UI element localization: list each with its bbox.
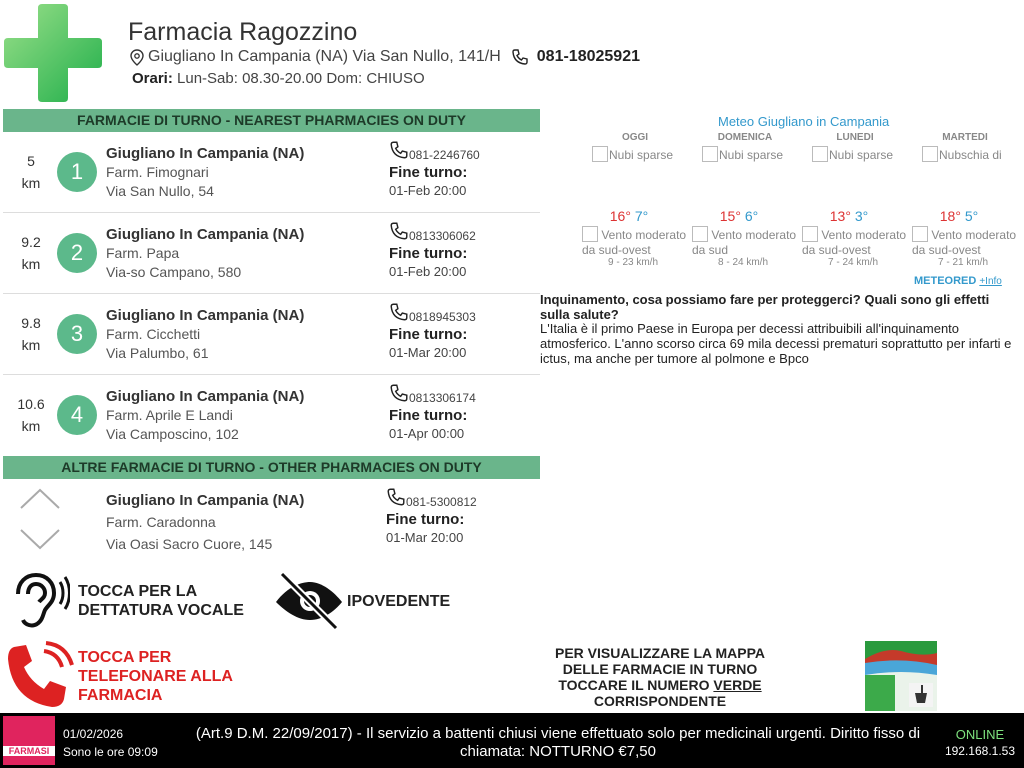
call-phone-icon[interactable]	[4, 641, 76, 716]
farmasi-logo: FARMASI	[3, 716, 55, 765]
footer-datetime	[63, 725, 158, 761]
voice-dictation-button[interactable]: TOCCA PER LA DETTATURA VOCALE	[78, 583, 244, 619]
pharmacy-number-button[interactable]: 3	[57, 314, 97, 354]
shift-end-value: 01-Mar 20:00	[389, 345, 467, 361]
shift-info	[389, 383, 476, 443]
shift-info	[389, 221, 476, 281]
shift-end-label: Fine turno:	[389, 245, 468, 263]
opening-hours	[132, 70, 425, 87]
pharmacy-phone[interactable]: 081-2246760	[409, 148, 480, 163]
weather-condition-image: Nubi sparse	[702, 146, 812, 162]
pharmacy-address-line	[130, 48, 640, 66]
pharmacy-info	[106, 387, 304, 444]
pharmacy-name: Farm. Aprile E Landi	[106, 407, 233, 423]
phone-icon	[511, 48, 529, 66]
shift-info	[389, 140, 480, 200]
pharmacy-row-4[interactable]	[3, 375, 540, 455]
other-pharmacies-header: ALTRE FARMACIE DI TURNO - OTHER PHARMACIES ON DUTY	[3, 456, 540, 479]
shift-end-label: Fine turno:	[389, 326, 468, 344]
pharmacy-info	[106, 306, 304, 363]
distance: 9.8 km	[21, 315, 41, 353]
weather-wind: Vento moderato da sud 8 - 24 km/h	[692, 228, 797, 268]
weather-day: LUNEDI	[836, 132, 874, 143]
shift-end-value: 01-Feb 20:00	[389, 264, 467, 280]
shift-info	[386, 487, 477, 547]
location-pin-icon	[130, 49, 144, 66]
phone-icon	[389, 383, 409, 403]
footer-notice: (Art.9 D.M. 22/09/2017) - Il servizio a battenti chiusi viene effettuato solo per medicinali urgenti. Diritto fisso di chiamata: NOTTURNO €7,50	[195, 725, 921, 760]
other-pharmacy-row[interactable]	[3, 479, 540, 559]
visually-impaired-eye-icon[interactable]	[274, 572, 344, 635]
online-status-label: ONLINE	[955, 727, 1005, 742]
footer-bar	[0, 713, 1024, 768]
weather-condition-image: Nubi sparse	[592, 146, 702, 162]
weather-temperature: 18° 5°	[939, 208, 979, 224]
phone-icon	[389, 302, 409, 322]
shift-end-label: Fine turno:	[389, 407, 468, 425]
pharmacy-street: Via Camposcino, 102	[106, 426, 239, 442]
meteored-brand[interactable]: METEORED +Info	[914, 275, 1002, 287]
scroll-down-chevron-icon[interactable]	[19, 527, 61, 556]
footer-date: 01/02/2026	[63, 727, 124, 741]
pharmacy-info	[106, 225, 304, 282]
pharmacy-info	[106, 144, 304, 201]
pharmacy-city: Giugliano In Campania (NA)	[106, 492, 305, 509]
ip-address: 192.168.1.53	[944, 744, 1016, 758]
pharmacy-phone[interactable]: 0813306062	[409, 229, 476, 244]
shift-end-label: Fine turno:	[386, 511, 465, 529]
news-title: Inquinamento, cosa possiamo fare per proteggerci? Quali sono gli effetti sulla salute?	[540, 292, 990, 322]
pharmacy-city: Giugliano In Campania (NA)	[106, 145, 305, 162]
pharmacy-row-3[interactable]	[3, 294, 540, 375]
weather-temperature: 15° 6°	[719, 208, 759, 224]
pharmacy-name: Farm. Caradonna	[106, 514, 216, 530]
weather-day: OGGI	[621, 132, 649, 143]
pharmacy-street: Via San Nullo, 54	[106, 183, 214, 199]
shift-end-label: Fine turno:	[389, 164, 468, 182]
weather-temperature: 13° 3°	[829, 208, 869, 224]
weather-wind: Vento moderato da sud-ovest 7 - 21 km/h	[912, 228, 1017, 268]
online-status	[940, 727, 1020, 759]
pharmacy-street: Via-so Campano, 580	[106, 264, 242, 280]
footer-time: Sono le ore 09:09	[63, 745, 158, 759]
weather-wind: Vento moderato da sud-ovest 7 - 24 km/h	[802, 228, 907, 268]
distance: 9.2 km	[21, 234, 41, 272]
pharmacy-phone[interactable]: 0813306174	[409, 391, 476, 406]
weather-condition-image: Nubi sparse	[812, 146, 922, 162]
shift-info	[389, 302, 476, 362]
pharmacy-info	[106, 491, 304, 554]
pharmacy-city: Giugliano In Campania (NA)	[106, 307, 305, 324]
pharmacy-name: Farmacia Ragozzino	[128, 18, 358, 46]
pharmacy-number-button[interactable]: 2	[57, 233, 97, 273]
hours-value: Lun-Sab: 08.30-20.00 Dom: CHIUSO	[177, 70, 425, 87]
weather-wind: Vento moderato da sud-ovest 9 - 23 km/h	[582, 228, 687, 268]
call-pharmacy-button[interactable]: TOCCA PER TELEFONARE ALLA FARMACIA	[78, 649, 233, 704]
shift-end-value: 01-Mar 20:00	[386, 530, 464, 546]
pharmacy-phone[interactable]: 081-18025921	[536, 48, 640, 65]
visually-impaired-button[interactable]: IPOVEDENTE	[347, 593, 451, 610]
distance: 5 km	[21, 153, 41, 191]
news-body: L'Italia è il primo Paese in Europa per decessi attribuibili all'inquinamento atmosferico. L'anno scorso circa 69 mila decessi prematuri soprattutto per infarti e ictus, ma anche per tumore al polmone e Bpco	[540, 321, 1012, 366]
on-duty-header: FARMACIE DI TURNO - NEAREST PHARMACIES ON DUTY	[3, 109, 540, 132]
weather-day: DOMENICA	[717, 132, 773, 143]
pharmacy-city: Giugliano In Campania (NA)	[106, 388, 305, 405]
pharmacy-name: Farm. Cicchetti	[106, 326, 201, 342]
hours-label: Orari:	[132, 70, 173, 87]
pharmacy-street: Via Palumbo, 61	[106, 345, 209, 361]
pharmacy-number-button[interactable]: 1	[57, 152, 97, 192]
pharmacy-name: Farm. Fimognari	[106, 164, 209, 180]
weather-condition-image: Nubschia di	[922, 146, 1024, 162]
pharmacy-street: Via Oasi Sacro Cuore, 145	[106, 536, 273, 552]
weather-title[interactable]: Meteo Giugliano in Campania	[718, 114, 890, 129]
pharmacy-row-2[interactable]	[3, 213, 540, 294]
phone-icon	[386, 487, 406, 507]
pharmacy-row-1[interactable]	[3, 132, 540, 213]
pharmacy-number-button[interactable]: 4	[57, 395, 97, 435]
weather-temperature: 16° 7°	[609, 208, 649, 224]
pharmacy-phone[interactable]: 081-5300812	[406, 495, 477, 510]
pharmacy-name: Farm. Papa	[106, 245, 180, 261]
pharmacy-cross-logo	[4, 4, 102, 102]
pharmacy-address: Giugliano In Campania (NA) Via San Nullo, 141/H	[148, 48, 501, 65]
hearing-ear-icon[interactable]	[10, 572, 70, 633]
shift-end-value: 01-Apr 00:00	[389, 426, 465, 442]
shift-end-value: 01-Feb 20:00	[389, 183, 467, 199]
pharmacy-phone[interactable]: 0818945303	[409, 310, 476, 325]
map-instructions: PER VISUALIZZARE LA MAPPA DELLE FARMACIE IN TURNO TOCCARE IL NUMERO VERDE CORRISPONDENTE	[554, 645, 765, 709]
scroll-up-chevron-icon[interactable]	[19, 487, 61, 516]
distance: 10.6 km	[17, 396, 45, 434]
phone-icon	[389, 221, 409, 241]
pharmacy-city: Giugliano In Campania (NA)	[106, 226, 305, 243]
more-info-link[interactable]: +Info	[979, 276, 1002, 287]
campania-map-icon[interactable]	[865, 641, 937, 716]
phone-icon	[389, 140, 409, 160]
weather-day: MARTEDI	[942, 132, 988, 143]
